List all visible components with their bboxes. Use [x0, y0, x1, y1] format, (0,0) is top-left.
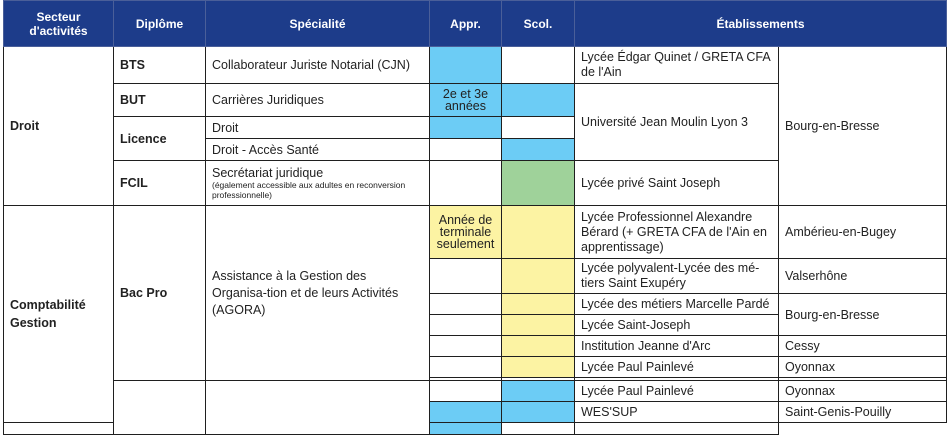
appr-cell — [430, 336, 502, 357]
establishment-wessup: WES'SUP — [575, 402, 779, 423]
scol-cell — [502, 206, 575, 259]
diploma-but: BUT — [114, 84, 206, 117]
city-bourg-en-bresse: Bourg-en-Bresse — [779, 47, 947, 206]
specialty-secretariat-note: (également accessible aux adultes en reconversion professionnelle) — [212, 179, 406, 200]
scol-cell — [502, 294, 575, 315]
appr-note-but: 2e et 3e années — [430, 84, 502, 117]
appr-cell — [430, 357, 502, 378]
appr-cell — [430, 294, 502, 315]
sector-comptabilite-gestion: Comptabilité Gestion — [4, 206, 114, 423]
appr-cell — [430, 161, 502, 206]
city-cessy: Cessy — [779, 336, 947, 357]
establishment-quinet: Lycée Édgar Quinet / GRETA CFA de l'Ain — [575, 47, 779, 84]
scol-cell — [502, 357, 575, 378]
scol-cell — [502, 336, 575, 357]
appr-cell — [430, 381, 502, 402]
table-row — [4, 381, 947, 402]
specialty-droit: Droit — [206, 117, 430, 139]
appr-cell — [430, 117, 502, 139]
specialty-droit-sante: Droit - Accès Santé — [206, 139, 430, 161]
establishment-berard: Lycée Professionnel Alexandre Bérard (+ GRETA CFA de l'Ain en apprentissage) — [575, 206, 779, 259]
table-row — [4, 206, 947, 259]
header-etablissements: Établissements — [575, 1, 947, 47]
establishment-saint-joseph-prive: Lycée privé Saint Joseph — [575, 161, 779, 206]
specialty-cjn: Collaborateur Juriste Notarial (CJN) — [206, 47, 430, 84]
diploma-bts: BTS — [114, 47, 206, 84]
header-scol: Scol. — [502, 1, 575, 47]
scol-cell — [502, 84, 575, 117]
header-specialite: Spécialité — [206, 1, 430, 47]
specialty-agora: Assistance à la Gestion des Organisa-tion et de leurs Activités (AGORA) — [206, 206, 430, 381]
scol-cell — [502, 117, 575, 139]
scol-cell — [430, 423, 502, 435]
formations-table — [3, 0, 947, 435]
scol-cell — [502, 139, 575, 161]
scol-cell — [502, 315, 575, 336]
establishment-saint-joseph: Lycée Saint-Joseph — [575, 315, 779, 336]
scol-cell — [502, 259, 575, 294]
scol-cell — [502, 47, 575, 84]
diploma-fcil: FCIL — [114, 161, 206, 206]
scol-cell — [502, 402, 575, 423]
appr-cell — [430, 402, 502, 423]
diploma-licence: Licence — [114, 117, 206, 161]
city-amberieu: Ambérieu-en-Bugey — [779, 206, 947, 259]
appr-cell — [4, 423, 114, 435]
sector-droit: Droit — [4, 47, 114, 206]
appr-cell — [430, 139, 502, 161]
city-oyonnax-2: Oyonnax — [779, 381, 947, 402]
city-saint-genis-pouilly: Saint-Genis-Pouilly — [779, 402, 947, 423]
specialty-secretariat-label: Secrétariat juridique — [212, 165, 324, 180]
specialty-secretariat — [206, 161, 430, 206]
specialty-cell — [206, 381, 430, 435]
establishment-painleve-2: Lycée Paul Painlevé — [575, 381, 779, 402]
establishment-jeanne-darc: Institution Jeanne d'Arc — [575, 336, 779, 357]
diploma-cell — [114, 381, 206, 435]
city-cell — [575, 423, 779, 435]
table-row — [4, 47, 947, 84]
appr-cell — [430, 47, 502, 84]
appr-cell — [430, 259, 502, 294]
establishment-saint-exupery: Lycée polyvalent-Lycée des mé-tiers Saint Exupéry — [575, 259, 779, 294]
header-row — [4, 1, 947, 47]
city-bourg-en-bresse-2: Bourg-en-Bresse — [779, 294, 947, 336]
appr-cell — [430, 315, 502, 336]
header-secteur: Secteur d'activités — [4, 1, 114, 47]
establishment-moulin: Université Jean Moulin Lyon 3 — [575, 84, 779, 161]
establishment-painleve: Lycée Paul Painlevé — [575, 357, 779, 378]
specialty-carrieres: Carrières Juridiques — [206, 84, 430, 117]
scol-cell — [502, 161, 575, 206]
city-valserhone: Valserhône — [779, 259, 947, 294]
header-diplome: Diplôme — [114, 1, 206, 47]
establishment-parde: Lycée des métiers Marcelle Pardé — [575, 294, 779, 315]
appr-note-bacpro: Année de terminale seulement — [430, 206, 502, 259]
establishment-cell — [502, 423, 575, 435]
city-oyonnax: Oyonnax — [779, 357, 947, 378]
header-appr: Appr. — [430, 1, 502, 47]
scol-cell — [502, 381, 575, 402]
diploma-bac-pro: Bac Pro — [114, 206, 206, 381]
